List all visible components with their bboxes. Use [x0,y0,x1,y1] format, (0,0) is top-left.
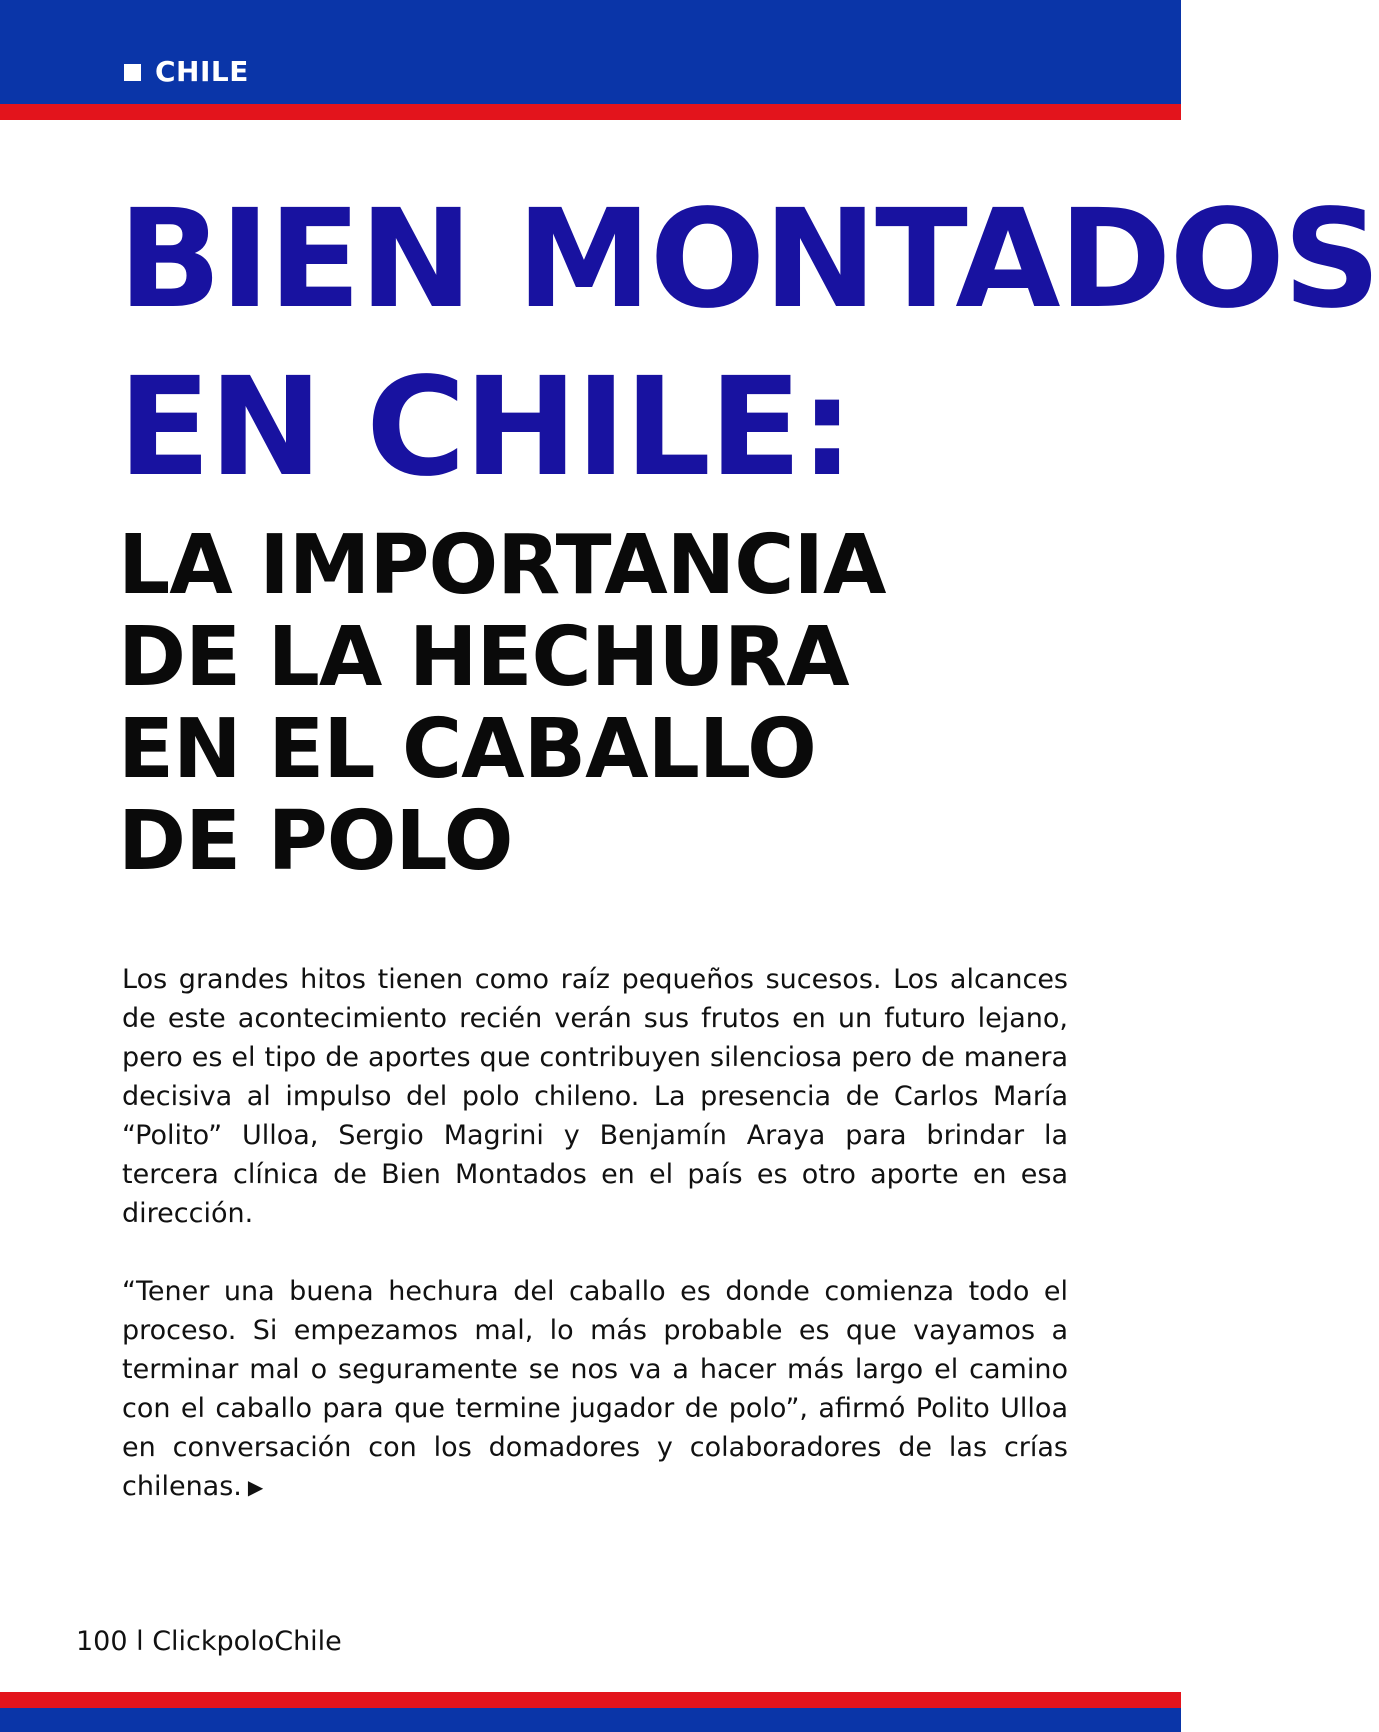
article-subtitle [118,520,1118,888]
end-arrow-icon: ▶ [247,1475,264,1499]
subtitle-line-1: LA IMPORTANCIA [118,518,886,613]
square-bullet-icon [124,64,141,81]
article-body [122,960,1068,1546]
section-label: CHILE [155,55,249,88]
subtitle-line-4: DE POLO [118,794,513,889]
footer-band [0,1708,1181,1732]
subtitle-line-2: DE LA HECHURA [118,610,849,705]
page-footer: 100 l ClickpoloChile [76,1626,342,1657]
body-paragraph-2-text: “Tener una buena hechura del caballo es donde comienza todo el proceso. Si empezamos mal, lo más probable es que vayamos a terminar mal o seguramente se nos va a hacer más largo el camino con el caballo para que termine jugador de polo”, afirmó Polito Ulloa en conversación con los domadores y colaboradores de las crías chilenas. [122,1276,1068,1502]
subtitle-line-3: EN EL CABALLO [118,702,816,797]
title-line-1: BIEN MONTADOS [118,181,1379,339]
body-paragraph-1: Los grandes hitos tienen como raíz pequeños sucesos. Los alcances de este acontecimiento recién verán sus frutos en un futuro lejano, pero es el tipo de aportes que contribuyen silenciosa pero de manera decisiva al impulso del polo chileno. La presencia de Carlos María “Polito” Ulloa, Sergio Magrini y Benjamín Araya para brindar la tercera clínica de Bien Montados en el país es otro aporte en esa dirección. [122,964,1068,1229]
header-red-stripe [0,104,1181,120]
section-tag [124,52,249,92]
article-title [118,176,1379,512]
title-line-2: EN CHILE: [118,349,853,507]
body-paragraph-2 [122,1272,1068,1507]
footer-red-stripe [0,1692,1181,1708]
